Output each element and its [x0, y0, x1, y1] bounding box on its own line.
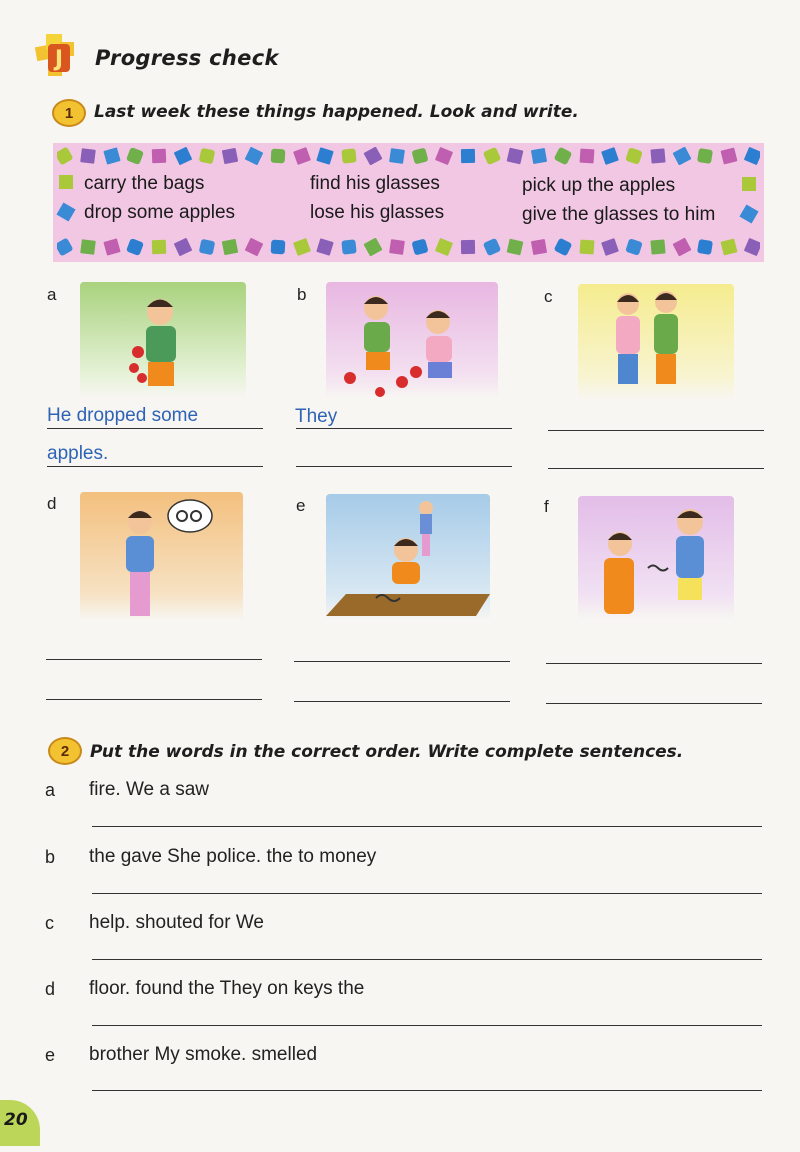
exercise-1-number: 1: [64, 104, 74, 122]
answer-a-line-2[interactable]: apples.: [47, 443, 109, 464]
exercise-1-instruction: Last week these things happened. Look and write.: [94, 102, 579, 122]
puzzle-piece-icon: [697, 239, 713, 255]
word-item: find his glasses: [310, 173, 440, 194]
page-number: 20: [4, 1110, 28, 1130]
puzzle-piece-icon: [57, 147, 74, 165]
item-label: c: [544, 287, 553, 306]
puzzle-piece-icon: [103, 147, 120, 164]
puzzle-piece-icon: [152, 149, 166, 163]
puzzle-piece-icon: [601, 147, 619, 165]
puzzle-piece-icon: [173, 238, 192, 256]
answer-line: [92, 959, 762, 960]
puzzle-piece-icon: [744, 147, 760, 165]
question-label: e: [45, 1045, 56, 1065]
picture-children-carrying-bags: [578, 284, 734, 400]
puzzle-piece-icon: [341, 239, 356, 254]
puzzle-piece-icon: [482, 238, 500, 256]
exercise-1-number-badge: [52, 99, 86, 127]
puzzle-piece-icon: [173, 147, 192, 165]
puzzle-piece-icon: [721, 148, 738, 165]
picture-boy-losing-glasses: [326, 494, 490, 620]
answer-line: [296, 466, 512, 467]
picture-boy-dropping-apples: [80, 282, 246, 398]
puzzle-piece-icon: [531, 239, 547, 255]
answer-line: [296, 428, 512, 429]
puzzle-piece-icon: [80, 239, 96, 255]
puzzle-piece-icon: [650, 239, 665, 254]
puzzle-piece-icon: [103, 238, 120, 255]
puzzle-piece-icon: [744, 238, 760, 256]
puzzle-piece-icon: [625, 238, 643, 256]
question-text: fire. We a saw: [89, 779, 210, 800]
puzzle-piece-icon: [57, 238, 74, 256]
question-label: c: [45, 913, 54, 933]
puzzle-piece-icon: [650, 148, 665, 163]
puzzle-piece-icon: [222, 239, 238, 255]
answer-line: [92, 826, 762, 827]
puzzle-piece-icon: [435, 238, 453, 256]
answer-line: [92, 1090, 762, 1091]
word-item: drop some apples: [84, 202, 236, 223]
puzzle-piece-icon: [270, 240, 285, 255]
answer-line: [294, 661, 510, 662]
word-box: [53, 143, 764, 262]
puzzle-piece-icon: [721, 239, 738, 256]
page-number-tab: [0, 1100, 40, 1146]
exercise-2-number: 2: [60, 742, 70, 760]
puzzle-piece-icon: [507, 148, 524, 165]
puzzle-piece-icon: [363, 238, 382, 256]
word-item: give the glasses to him: [522, 204, 716, 225]
answer-line: [548, 430, 764, 431]
picture-girl-giving-glasses: [578, 496, 734, 620]
puzzle-piece-icon: [531, 148, 547, 164]
puzzle-piece-icon: [152, 240, 166, 254]
exercise-2-number-badge: [48, 737, 82, 765]
puzzle-piece-icon: [80, 148, 96, 164]
answer-line: [92, 893, 762, 894]
answer-line: [548, 468, 764, 469]
puzzle-border-top: [57, 147, 760, 165]
question-text: the gave She police. the to money: [89, 846, 377, 867]
question-text: brother My smoke. smelled: [89, 1044, 318, 1065]
section-j-logo: [34, 32, 86, 84]
word-item: pick up the apples: [522, 175, 676, 196]
puzzle-piece-icon: [126, 238, 144, 256]
question-label: d: [45, 979, 56, 999]
page-title: Progress check: [95, 46, 279, 70]
picture-children-picking-up-apples: [326, 282, 498, 398]
exercise-2-instruction: Put the words in the correct order. Write complete sentences.: [90, 742, 684, 762]
answer-line: [46, 699, 262, 700]
puzzle-piece-icon: [59, 175, 73, 189]
item-label: e: [296, 496, 306, 515]
question-text: floor. found the They on keys the: [89, 978, 365, 999]
puzzle-piece-icon: [697, 148, 713, 164]
puzzle-piece-icon: [222, 148, 238, 164]
puzzle-piece-icon: [739, 204, 758, 223]
puzzle-piece-icon: [293, 238, 311, 256]
question-label: a: [45, 780, 56, 800]
item-label: d: [47, 494, 57, 513]
answer-line: [294, 701, 510, 702]
question-label: b: [45, 847, 56, 867]
puzzle-piece-icon: [579, 240, 594, 255]
answer-line: [546, 663, 762, 664]
puzzle-piece-icon: [341, 148, 356, 163]
answer-line: [46, 659, 262, 660]
puzzle-piece-icon: [412, 147, 429, 164]
puzzle-piece-icon: [293, 147, 311, 165]
word-item: lose his glasses: [310, 202, 445, 223]
answer-line: [47, 466, 263, 467]
item-label: a: [47, 285, 57, 304]
puzzle-piece-icon: [507, 239, 524, 256]
puzzle-piece-icon: [625, 147, 643, 165]
item-label: f: [544, 497, 549, 516]
puzzle-piece-icon: [317, 147, 334, 164]
puzzle-piece-icon: [435, 147, 453, 165]
item-label: b: [297, 285, 307, 304]
puzzle-piece-icon: [461, 149, 475, 163]
puzzle-piece-icon: [126, 147, 144, 165]
puzzle-piece-icon: [270, 149, 285, 164]
question-text: help. shouted for We: [89, 912, 264, 933]
puzzle-piece-icon: [317, 238, 334, 255]
puzzle-piece-icon: [389, 239, 405, 255]
word-item: carry the bags: [84, 173, 205, 194]
puzzle-piece-icon: [461, 240, 475, 254]
puzzle-piece-icon: [412, 238, 429, 255]
answer-b-line-1[interactable]: They: [295, 406, 338, 427]
puzzle-piece-icon: [363, 147, 382, 165]
picture-boy-thinking-of-glasses: [80, 492, 243, 620]
puzzle-piece-icon: [56, 202, 75, 221]
answer-line: [546, 703, 762, 704]
puzzle-piece-icon: [198, 239, 215, 256]
puzzle-piece-icon: [245, 238, 264, 256]
answer-line: [92, 1025, 762, 1026]
answer-line: [47, 428, 263, 429]
puzzle-piece-icon: [245, 147, 264, 165]
puzzle-piece-icon: [579, 149, 594, 164]
puzzle-piece-icon: [198, 148, 215, 165]
puzzle-border-bottom: [57, 238, 760, 256]
puzzle-piece-icon: [553, 238, 572, 256]
puzzle-piece-icon: [601, 238, 619, 256]
answer-a-line-1[interactable]: He dropped some: [47, 405, 199, 426]
puzzle-piece-icon: [482, 147, 500, 165]
puzzle-piece-icon: [672, 238, 691, 256]
puzzle-piece-icon: [389, 148, 405, 164]
puzzle-piece-icon: [553, 147, 572, 165]
svg-text:J: J: [54, 47, 64, 72]
puzzle-piece-icon: [672, 147, 691, 165]
puzzle-piece-icon: [742, 177, 756, 191]
